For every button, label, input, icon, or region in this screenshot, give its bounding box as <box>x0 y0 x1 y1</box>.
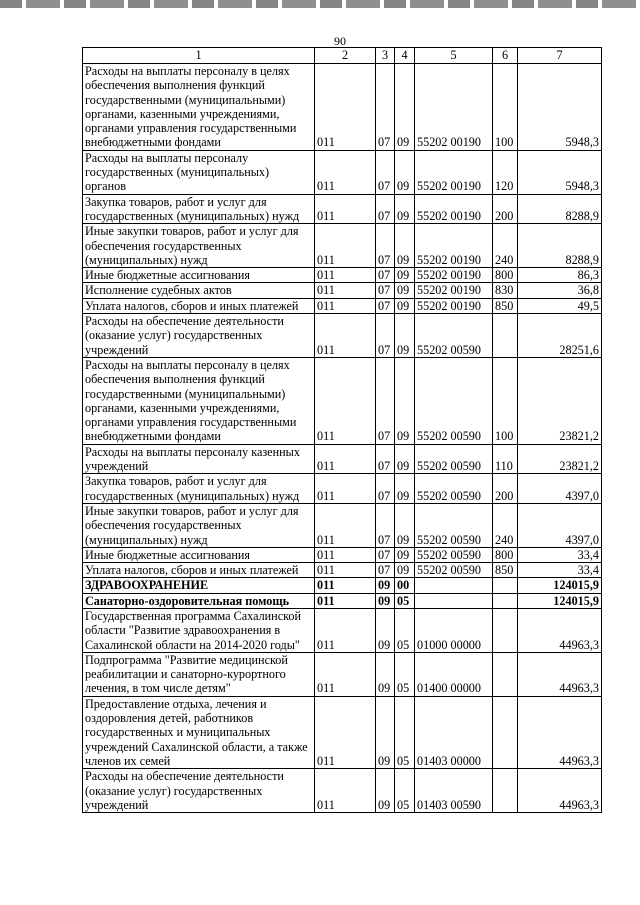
expense-type-cell: 200 <box>493 194 518 224</box>
grbs-code-cell: 011 <box>315 444 376 474</box>
expense-type-cell <box>493 769 518 813</box>
target-article-cell: 01403 00590 <box>415 769 493 813</box>
subsection-code-cell: 09 <box>395 194 415 224</box>
row-name-cell: Иные бюджетные ассигнования <box>83 268 315 283</box>
expense-type-cell: 240 <box>493 224 518 268</box>
target-article-cell: 01000 00000 <box>415 608 493 652</box>
header-cell: 6 <box>493 48 518 64</box>
header-cell: 3 <box>376 48 395 64</box>
expense-type-cell: 830 <box>493 283 518 298</box>
amount-cell: 33,4 <box>518 563 602 578</box>
table-row <box>83 224 602 268</box>
grbs-code-cell: 011 <box>315 283 376 298</box>
grbs-code-cell: 011 <box>315 578 376 593</box>
table-row <box>83 608 602 652</box>
grbs-code-cell: 011 <box>315 64 376 151</box>
grbs-code-cell: 011 <box>315 357 376 444</box>
table-row <box>83 696 602 768</box>
grbs-code-cell: 011 <box>315 696 376 768</box>
expense-type-cell: 100 <box>493 64 518 151</box>
amount-cell: 44963,3 <box>518 608 602 652</box>
subsection-code-cell: 09 <box>395 283 415 298</box>
section-code-cell: 09 <box>376 608 395 652</box>
section-code-cell: 09 <box>376 593 395 608</box>
header-cell: 5 <box>415 48 493 64</box>
amount-cell: 36,8 <box>518 283 602 298</box>
target-article-cell: 01403 00000 <box>415 696 493 768</box>
page-number: 90 <box>334 34 346 48</box>
target-article-cell: 55202 00590 <box>415 314 493 358</box>
grbs-code-cell: 011 <box>315 314 376 358</box>
target-article-cell <box>415 593 493 608</box>
budget-table <box>82 47 602 813</box>
expense-type-cell: 800 <box>493 268 518 283</box>
subsection-code-cell: 09 <box>395 314 415 358</box>
amount-cell: 8288,9 <box>518 224 602 268</box>
grbs-code-cell: 011 <box>315 298 376 313</box>
table-row <box>83 194 602 224</box>
table-row <box>83 64 602 151</box>
table-row <box>83 357 602 444</box>
table-row <box>83 474 602 504</box>
section-code-cell: 07 <box>376 298 395 313</box>
expense-type-cell <box>493 578 518 593</box>
table-row <box>83 444 602 474</box>
row-name-cell: Уплата налогов, сборов и иных платежей <box>83 298 315 313</box>
expense-type-cell: 120 <box>493 150 518 194</box>
table-row <box>83 298 602 313</box>
row-name-cell: Уплата налогов, сборов и иных платежей <box>83 563 315 578</box>
grbs-code-cell: 011 <box>315 150 376 194</box>
section-code-cell: 07 <box>376 194 395 224</box>
subsection-code-cell: 09 <box>395 547 415 562</box>
expense-type-cell: 850 <box>493 563 518 578</box>
section-code-cell: 07 <box>376 563 395 578</box>
grbs-code-cell: 011 <box>315 474 376 504</box>
amount-cell: 44963,3 <box>518 696 602 768</box>
subsection-code-cell: 09 <box>395 357 415 444</box>
row-name-cell: Расходы на выплаты персоналу казенных учреждений <box>83 444 315 474</box>
table-row <box>83 283 602 298</box>
row-name-cell: Расходы на обеспечение деятельности (оказание услуг) государственных учреждений <box>83 769 315 813</box>
row-name-cell: Исполнение судебных актов <box>83 283 315 298</box>
scan-artifact-top-edge <box>0 0 640 8</box>
header-cell: 1 <box>83 48 315 64</box>
subsection-code-cell: 00 <box>395 578 415 593</box>
table-row <box>83 314 602 358</box>
table-row <box>83 652 602 696</box>
expense-type-cell: 800 <box>493 547 518 562</box>
grbs-code-cell: 011 <box>315 593 376 608</box>
row-name-cell: Предоставление отдыха, лечения и оздоровления детей, работников государственных и муниципальных учреждений Сахалинской области, а также членов их семей <box>83 696 315 768</box>
subsection-code-cell: 09 <box>395 224 415 268</box>
target-article-cell: 55202 00590 <box>415 444 493 474</box>
row-name-cell: Санаторно-оздоровительная помощь <box>83 593 315 608</box>
expense-type-cell: 100 <box>493 357 518 444</box>
grbs-code-cell: 011 <box>315 608 376 652</box>
section-code-cell: 07 <box>376 283 395 298</box>
expense-type-cell <box>493 608 518 652</box>
row-name-cell: Государственная программа Сахалинской области "Развитие здравоохранения в Сахалинской области на 2014-2020 годы" <box>83 608 315 652</box>
section-code-cell: 07 <box>376 474 395 504</box>
row-name-cell: Расходы на выплаты персоналу в целях обеспечения выполнения функций государственными (муниципальными) органами, казенными учреждениями, органами управления государственными внебюджетными фондами <box>83 64 315 151</box>
expense-type-cell <box>493 652 518 696</box>
table-row <box>83 150 602 194</box>
expense-type-cell <box>493 593 518 608</box>
section-code-cell: 07 <box>376 224 395 268</box>
section-code-cell: 07 <box>376 64 395 151</box>
target-article-cell: 55202 00190 <box>415 268 493 283</box>
amount-cell: 124015,9 <box>518 578 602 593</box>
row-name-cell: Иные бюджетные ассигнования <box>83 547 315 562</box>
target-article-cell: 55202 00590 <box>415 503 493 547</box>
row-name-cell: Расходы на выплаты персоналу в целях обеспечения выполнения функций государственными (муниципальными) органами, казенными учреждениями, органами управления государственными внебюджетными фондами <box>83 357 315 444</box>
section-code-cell: 07 <box>376 444 395 474</box>
expense-type-cell <box>493 696 518 768</box>
expense-type-cell: 200 <box>493 474 518 504</box>
subsection-code-cell: 09 <box>395 444 415 474</box>
header-row <box>83 48 602 64</box>
amount-cell: 8288,9 <box>518 194 602 224</box>
amount-cell: 28251,6 <box>518 314 602 358</box>
row-name-cell: Закупка товаров, работ и услуг для государственных (муниципальных) нужд <box>83 194 315 224</box>
section-code-cell: 09 <box>376 652 395 696</box>
target-article-cell: 55202 00590 <box>415 357 493 444</box>
row-name-cell: Расходы на выплаты персоналу государственных (муниципальных) органов <box>83 150 315 194</box>
subsection-code-cell: 09 <box>395 268 415 283</box>
target-article-cell: 55202 00190 <box>415 194 493 224</box>
subsection-code-cell: 09 <box>395 503 415 547</box>
row-name-cell: ЗДРАВООХРАНЕНИЕ <box>83 578 315 593</box>
amount-cell: 86,3 <box>518 268 602 283</box>
grbs-code-cell: 011 <box>315 563 376 578</box>
subsection-code-cell: 05 <box>395 608 415 652</box>
grbs-code-cell: 011 <box>315 224 376 268</box>
subsection-code-cell: 05 <box>395 593 415 608</box>
row-name-cell: Иные закупки товаров, работ и услуг для обеспечения государственных (муниципальных) нужд <box>83 503 315 547</box>
expense-type-cell: 240 <box>493 503 518 547</box>
section-code-cell: 07 <box>376 268 395 283</box>
target-article-cell <box>415 578 493 593</box>
amount-cell: 124015,9 <box>518 593 602 608</box>
subsection-code-cell: 09 <box>395 298 415 313</box>
table-row <box>83 578 602 593</box>
target-article-cell: 55202 00590 <box>415 547 493 562</box>
subsection-code-cell: 09 <box>395 150 415 194</box>
target-article-cell: 55202 00190 <box>415 298 493 313</box>
table-row <box>83 547 602 562</box>
grbs-code-cell: 011 <box>315 268 376 283</box>
expense-type-cell: 110 <box>493 444 518 474</box>
subsection-code-cell: 05 <box>395 652 415 696</box>
grbs-code-cell: 011 <box>315 503 376 547</box>
grbs-code-cell: 011 <box>315 194 376 224</box>
target-article-cell: 55202 00590 <box>415 474 493 504</box>
amount-cell: 49,5 <box>518 298 602 313</box>
row-name-cell: Подпрограмма "Развитие медицинской реабилитации и санаторно-курортного лечения, в том числе детям" <box>83 652 315 696</box>
table-row <box>83 769 602 813</box>
section-code-cell: 07 <box>376 314 395 358</box>
section-code-cell: 09 <box>376 696 395 768</box>
amount-cell: 33,4 <box>518 547 602 562</box>
table-row <box>83 593 602 608</box>
target-article-cell: 55202 00190 <box>415 224 493 268</box>
section-code-cell: 07 <box>376 547 395 562</box>
amount-cell: 23821,2 <box>518 444 602 474</box>
amount-cell: 23821,2 <box>518 357 602 444</box>
row-name-cell: Иные закупки товаров, работ и услуг для обеспечения государственных (муниципальных) нужд <box>83 224 315 268</box>
grbs-code-cell: 011 <box>315 547 376 562</box>
table-row <box>83 268 602 283</box>
grbs-code-cell: 011 <box>315 769 376 813</box>
amount-cell: 5948,3 <box>518 150 602 194</box>
section-code-cell: 07 <box>376 503 395 547</box>
target-article-cell: 55202 00190 <box>415 150 493 194</box>
grbs-code-cell: 011 <box>315 652 376 696</box>
section-code-cell: 07 <box>376 150 395 194</box>
header-cell: 4 <box>395 48 415 64</box>
expense-type-cell <box>493 314 518 358</box>
target-article-cell: 55202 00190 <box>415 283 493 298</box>
table-row <box>83 563 602 578</box>
section-code-cell: 07 <box>376 357 395 444</box>
table-row <box>83 503 602 547</box>
amount-cell: 44963,3 <box>518 769 602 813</box>
amount-cell: 4397,0 <box>518 474 602 504</box>
expense-type-cell: 850 <box>493 298 518 313</box>
section-code-cell: 09 <box>376 578 395 593</box>
amount-cell: 44963,3 <box>518 652 602 696</box>
subsection-code-cell: 09 <box>395 474 415 504</box>
row-name-cell: Закупка товаров, работ и услуг для государственных (муниципальных) нужд <box>83 474 315 504</box>
subsection-code-cell: 09 <box>395 563 415 578</box>
header-cell: 2 <box>315 48 376 64</box>
row-name-cell: Расходы на обеспечение деятельности (оказание услуг) государственных учреждений <box>83 314 315 358</box>
target-article-cell: 55202 00590 <box>415 563 493 578</box>
subsection-code-cell: 09 <box>395 64 415 151</box>
subsection-code-cell: 05 <box>395 769 415 813</box>
target-article-cell: 01400 00000 <box>415 652 493 696</box>
target-article-cell: 55202 00190 <box>415 64 493 151</box>
header-cell: 7 <box>518 48 602 64</box>
subsection-code-cell: 05 <box>395 696 415 768</box>
section-code-cell: 09 <box>376 769 395 813</box>
amount-cell: 5948,3 <box>518 64 602 151</box>
amount-cell: 4397,0 <box>518 503 602 547</box>
